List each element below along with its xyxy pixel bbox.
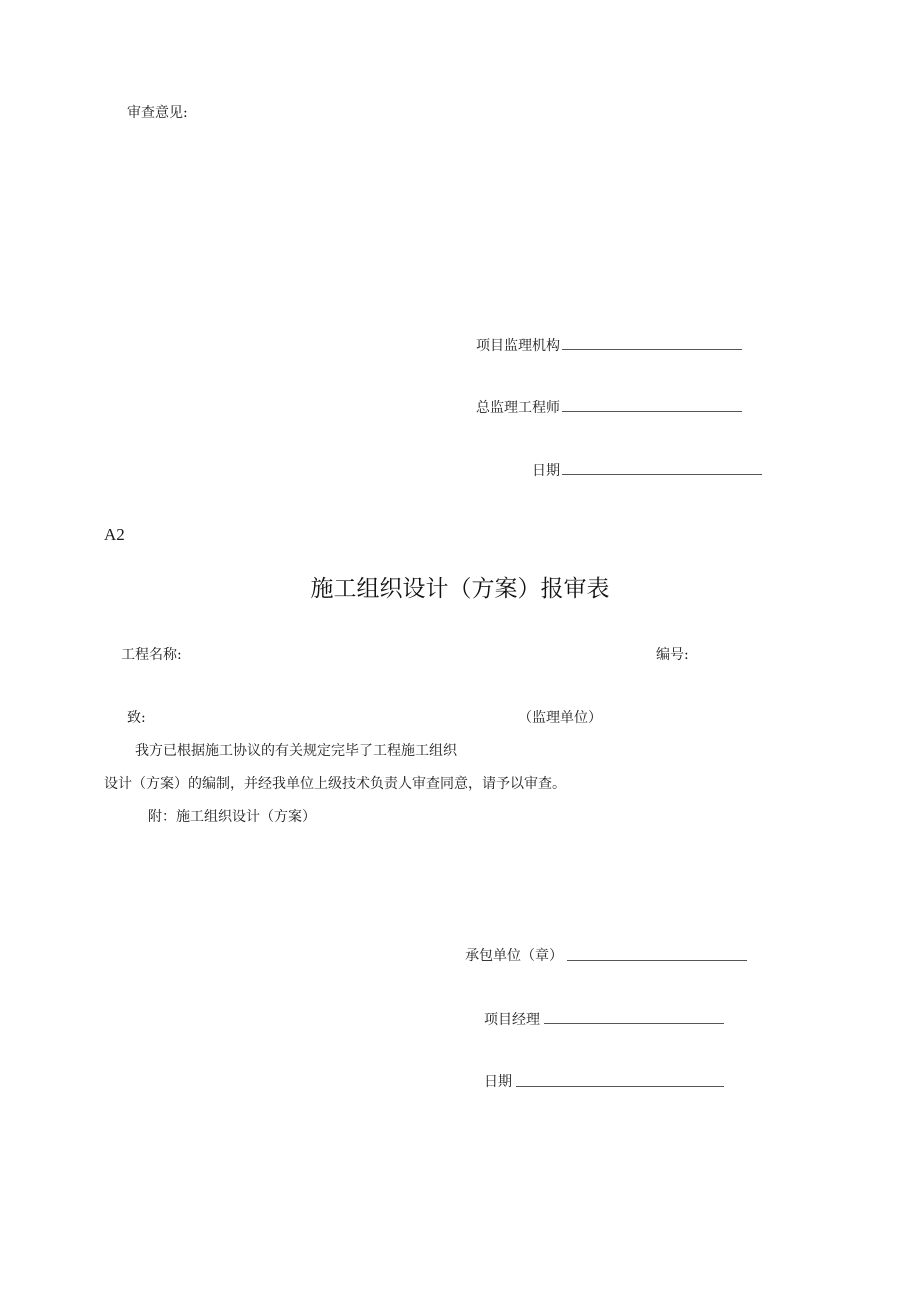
supervision-org-label: 项目监理机构 <box>476 338 560 354</box>
supervision-org-signature-line[interactable] <box>562 349 742 350</box>
project-manager-signature-line[interactable] <box>544 1023 724 1024</box>
attachment-text: 附：施工组织设计（方案） <box>148 809 316 825</box>
supervision-unit-label: （监理单位） <box>518 710 602 726</box>
review-opinion-label: 审查意见: <box>127 105 188 121</box>
contractor-signature-line[interactable] <box>567 960 747 961</box>
contractor-label: 承包单位（章） <box>465 948 563 964</box>
form-date-label: 日期 <box>484 1074 512 1090</box>
review-date-label: 日期 <box>532 463 560 479</box>
form-date-line[interactable] <box>516 1086 724 1087</box>
project-name-label: 工程名称: <box>121 647 182 663</box>
project-manager-label: 项目经理 <box>484 1012 540 1028</box>
form-code: A2 <box>104 525 125 544</box>
body-line-2: 设计（方案）的编制，并经我单位上级技术负责人审查同意，请予以审查。 <box>104 776 566 792</box>
number-label: 编号: <box>656 647 689 663</box>
review-date-line[interactable] <box>562 474 762 475</box>
to-label: 致: <box>127 710 146 726</box>
body-line-1: 我方已根据施工协议的有关规定完毕了工程施工组织 <box>135 743 457 759</box>
form-title: 施工组织设计（方案）报审表 <box>310 576 610 602</box>
chief-engineer-signature-line[interactable] <box>562 411 742 412</box>
chief-engineer-label: 总监理工程师 <box>476 400 560 416</box>
